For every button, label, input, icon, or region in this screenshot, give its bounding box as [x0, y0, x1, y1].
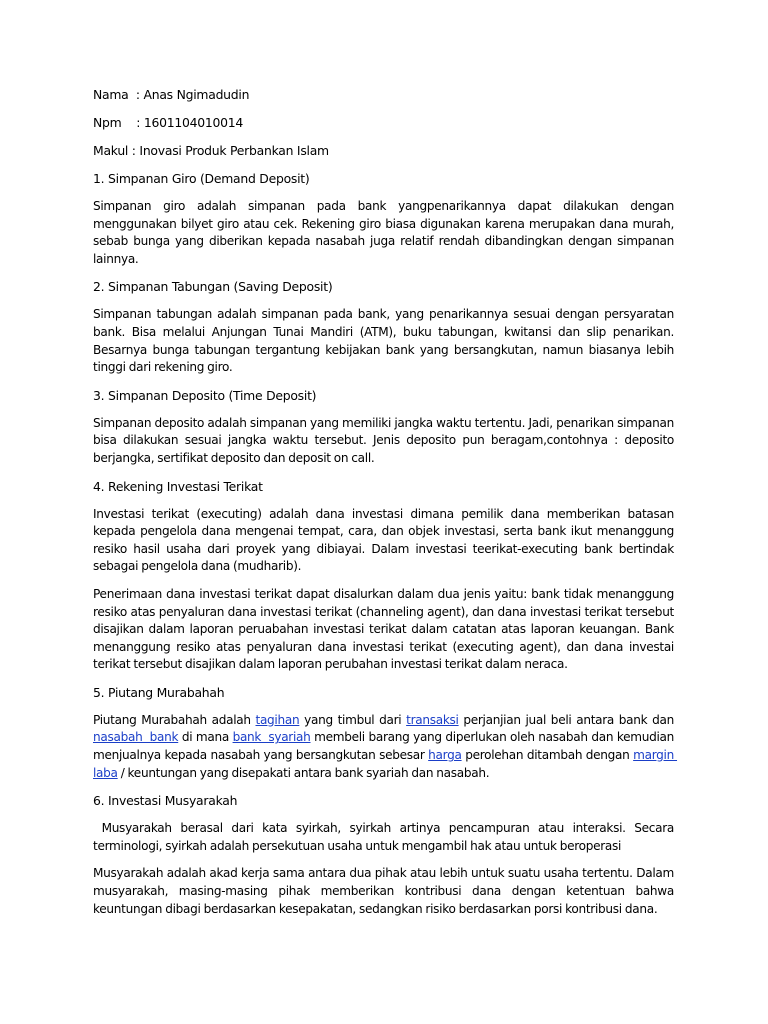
- section-6-paragraph-2: Musyarakah adalah akad kerja sama antara dua pihak atau lebih untuk suatu usaha tertentu. Dalam musyarakah, masing-masing pihak memberikan kontribusi dana dengan ketentuan bahwa keuntungan dibagi berdasarkan kesepakatan, sedangkan risiko berdasarkan porsi kontribusi dana.: [93, 866, 674, 916]
- text-run: di mana: [178, 730, 233, 745]
- text-run: perolehan ditambah dengan: [461, 748, 634, 763]
- text-run: Piutang Murabahah adalah: [93, 712, 256, 727]
- section-4-paragraph-2: Penerimaan dana investasi terikat dapat disalurkan dalam dua jenis yaitu: bank tidak menanggung resiko atas penyaluran dana investasi terikat (channeling agent), dan dana investasi terikat tersebut disajikan dalam laporan peruabahan investasi terikat dalam catatan atas laporan keuangan. Bank menanggung resiko atas penyaluran dana investasi terikat (executing agent), dan dana investai terikat tersebut disajikan dalam laporan perubahan investasi terikat dalam neraca.: [93, 586, 674, 672]
- section-5-heading: 5. Piutang Murabahah: [93, 684, 225, 700]
- section-4-heading: 4. Rekening Investasi Terikat: [93, 478, 263, 494]
- section-6-heading: 6. Investasi Musyarakah: [93, 793, 238, 809]
- makul-field: Makul : Inovasi Produk Perbankan Islam: [93, 143, 329, 158]
- text-run: perjanjian jual beli antara bank dan: [458, 712, 678, 727]
- section-3-paragraph: Simpanan deposito adalah simpanan yang memiliki jangka waktu tertentu. Jadi, penarikan simpanan bisa dilakukan sesuai jangka waktu tersebut. Jenis deposito pun beragam,contohnya : deposito berjangka, sertifikat deposito dan deposit on call.: [93, 415, 674, 465]
- section-2-heading: 2. Simpanan Tabungan (Saving Deposit): [93, 279, 333, 295]
- link-transaksi[interactable]: transaksi: [406, 712, 459, 727]
- link-bank-syariah[interactable]: bank syariah: [232, 730, 311, 745]
- nama-field: Nama : Anas Ngimadudin: [93, 87, 250, 102]
- text-run: yang timbul dari: [299, 712, 407, 727]
- npm-field: Npm : 1601104010014: [93, 115, 244, 130]
- link-margin-laba[interactable]: margin laba: [93, 748, 678, 780]
- link-nasabah-bank[interactable]: nasabah bank: [93, 730, 179, 745]
- document-page: [93, 86, 678, 928]
- section-1-heading: 1. Simpanan Giro (Demand Deposit): [93, 171, 310, 186]
- text-run: membeli barang yang diperlukan oleh nasabah dan kemudian menjualnya kepada nasabah yang bersangkutan sebesar: [93, 730, 678, 763]
- link-tagihan[interactable]: tagihan: [255, 712, 300, 727]
- text-run: / keuntungan yang disepakati antara bank syariah dan nasabah.: [117, 765, 490, 780]
- section-1-paragraph: Simpanan giro adalah simpanan pada bank yangpenarikannya dapat dilakukan dengan menggunakan bilyet giro atau cek. Rekening giro biasa digunakan karena merupakan dana murah, sebab bunga yang diberikan kepada nasabah juga relatif rendah dibandingkan dengan simpanan lainnya.: [93, 199, 674, 266]
- section-6-paragraph-1: Musyarakah berasal dari kata syirkah, syirkah artinya pencampuran atau interaksi. Secara terminologi, syirkah adalah persekutuan usaha untuk mengambil hak atau untuk beroperasi: [93, 821, 678, 853]
- section-5-paragraph: [93, 712, 678, 782]
- link-harga[interactable]: harga: [428, 748, 462, 763]
- section-2-paragraph: Simpanan tabungan adalah simpanan pada bank, yang penarikannya sesuai dengan persyaratan bank. Bisa melalui Anjungan Tunai Mandiri (ATM), buku tabungan, kwitansi dan slip penarikan. Besarnya bunga tabungan tergantung kebijakan bank yang bersangkutan, namun biasanya lebih tinggi dari rekening giro.: [93, 307, 674, 375]
- section-3-heading: 3. Simpanan Deposito (Time Deposit): [93, 387, 317, 403]
- section-4-paragraph-1: Investasi terikat (executing) adalah dana investasi dimana pemilik dana memberikan batasan kepada pengelola dana mengenai tempat, cara, dan objek investasi, serta bank ikut menanggung resiko hasil usaha dari proyek yang dibiayai. Dalam investasi teerikat-executing bank bertindak sebagai pengelola dana (mudharib).: [93, 506, 674, 574]
